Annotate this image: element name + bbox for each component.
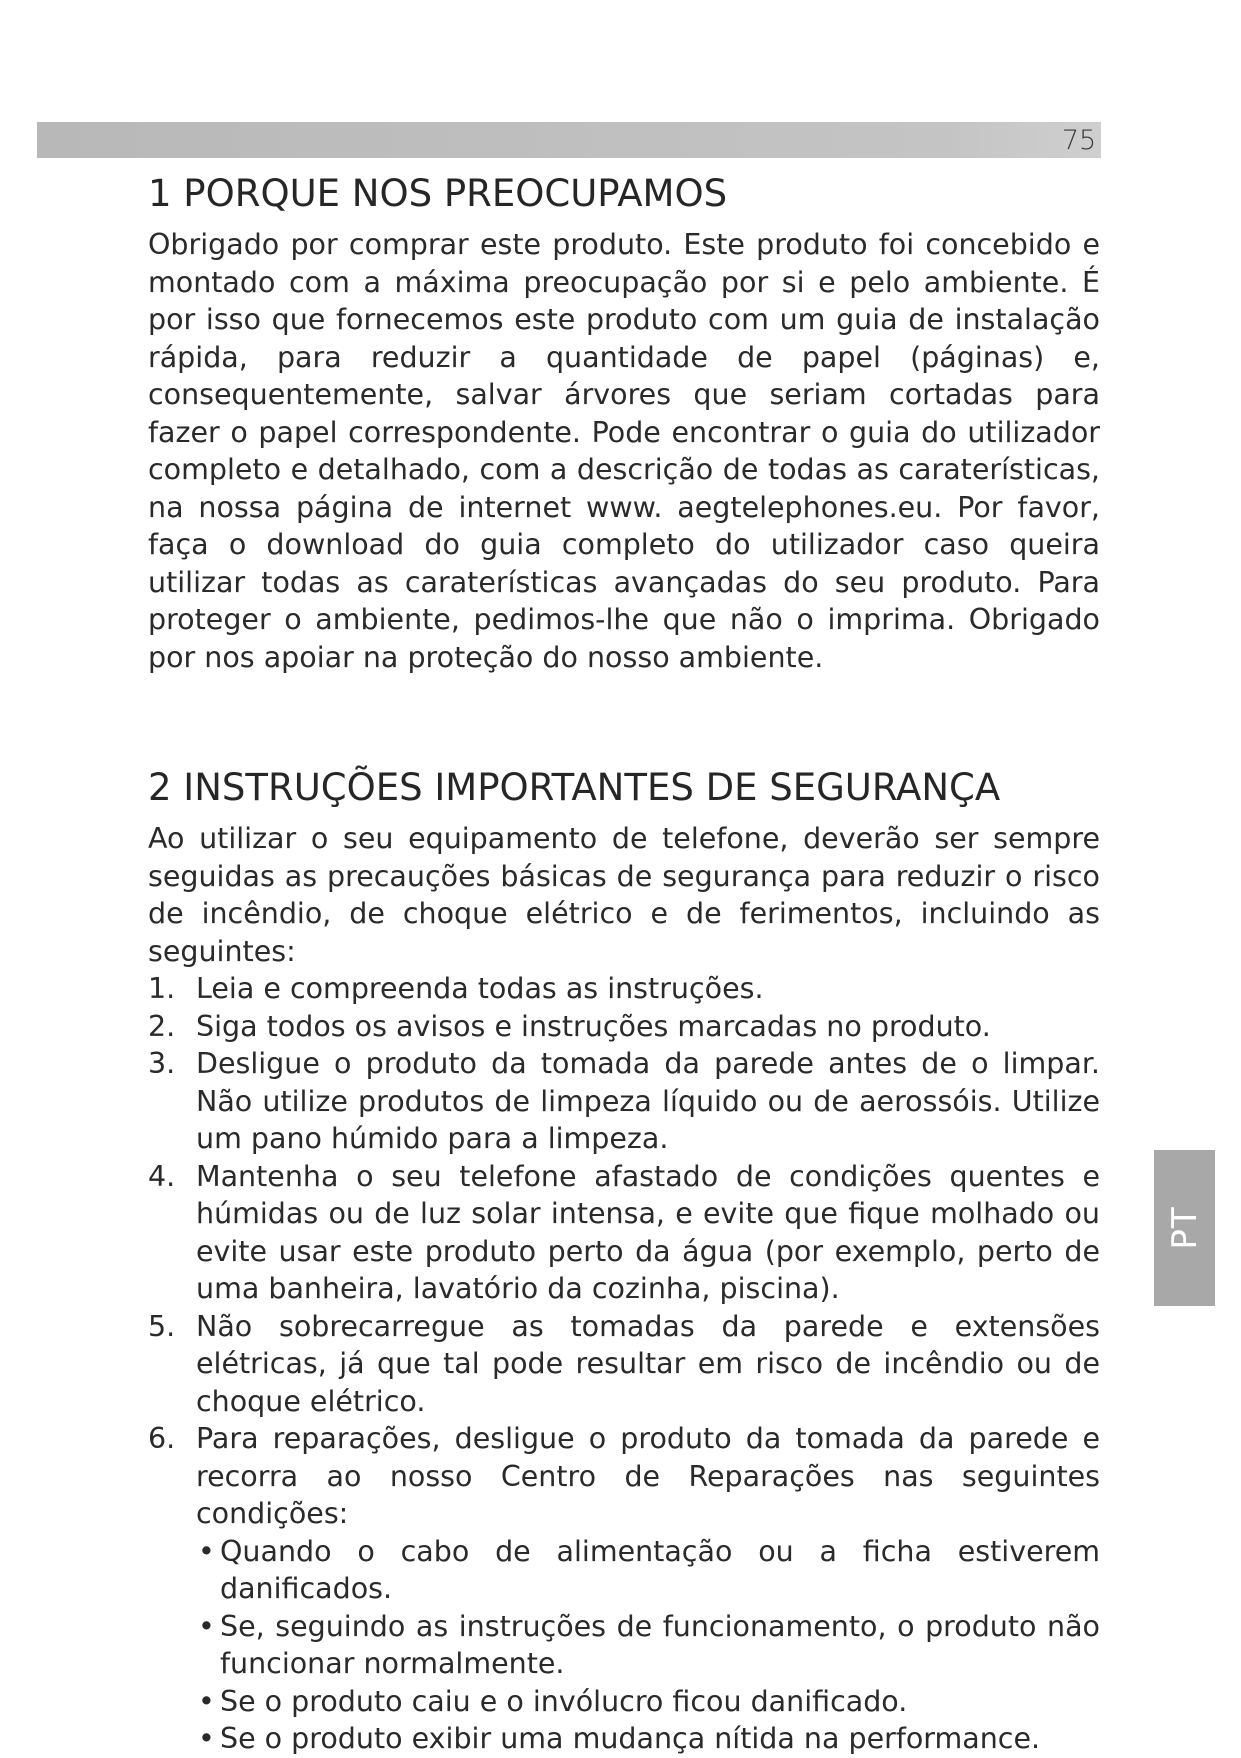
list-text: Siga todos os avisos e instruções marcadas no produto. xyxy=(196,1009,991,1043)
condition-list xyxy=(196,1533,1100,1758)
list-item xyxy=(148,970,1100,1008)
list-number: 3. xyxy=(148,1047,176,1080)
section-2-title: 2 INSTRUÇÕES IMPORTANTES DE SEGURANÇA xyxy=(148,766,1001,809)
list-number: 2. xyxy=(148,1009,176,1043)
page-content xyxy=(148,170,1100,1758)
header-bar xyxy=(37,122,1101,158)
list-item xyxy=(148,1158,1100,1308)
condition-item: • Se, seguindo as instruções de funcionamento, o produto não funcionar normalmente. xyxy=(196,1608,1100,1683)
condition-item: • Quando o cabo de alimentação ou a ficha estiverem danificados. xyxy=(196,1533,1100,1608)
list-item xyxy=(148,1420,1100,1758)
section-1-title: 1 PORQUE NOS PREOCUPAMOS xyxy=(148,172,728,215)
list-text: Para reparações, desligue o produto da tomada da parede e recorra ao nosso Centro de Reparações nas seguintes condições: xyxy=(196,1422,1100,1530)
list-number: 5. xyxy=(148,1309,176,1343)
list-text: Desligue o produto da tomada da parede antes de o limpar. Não utilize produtos de limpeza líquido ou de aerossóis. Utilize um pano húmido para a limpeza. xyxy=(196,1047,1100,1155)
list-item xyxy=(148,1045,1100,1158)
list-number: 6. xyxy=(148,1422,176,1455)
condition-item: • Se o produto exibir uma mudança nítida na performance. xyxy=(196,1720,1100,1758)
list-item xyxy=(148,1008,1100,1046)
list-text: Mantenha o seu telefone afastado de condições quentes e húmidas ou de luz solar intensa, e evite que fique molhado ou evite usar este produto perto da água (por exemplo, perto de uma banheira, lavatório da cozinha, piscina). xyxy=(196,1159,1100,1305)
list-number: 1. xyxy=(148,972,176,1005)
language-label: PT xyxy=(1164,1206,1205,1250)
page-number: 75 xyxy=(1061,125,1097,156)
condition-item: • Se o produto caiu e o invólucro ficou danificado. xyxy=(196,1683,1100,1721)
safety-list xyxy=(148,970,1100,1758)
section-2-intro: Ao utilizar o seu equipamento de telefone, deverão ser sempre seguidas as precauções básicas de segurança para reduzir o risco de incêndio, de choque elétrico e de ferimentos, incluindo as seguintes: xyxy=(148,822,1100,968)
list-item xyxy=(148,1308,1100,1421)
list-number: 4. xyxy=(148,1159,176,1193)
list-text: Não sobrecarregue as tomadas da parede e extensões elétricas, já que tal pode resultar em risco de incêndio ou de choque elétrico. xyxy=(196,1309,1100,1418)
section-1-body: Obrigado por comprar este produto. Este produto foi concebido e montado com a máxima preocupação por si e pelo ambiente. É por isso que fornecemos este produto com um guia de instalação rápida, para reduzir a quantidade de papel (páginas) e, consequentemente, salvar árvores que seriam cortadas para fazer o papel correspondente. Pode encontrar o guia do utilizador completo e detalhado, com a descrição de todas as caraterísticas, na nossa página de internet www. aegtelephones.eu. Por favor, faça o download do guia completo do utilizador caso queira utilizar todas as caraterísticas avançadas do seu produto. Para proteger o ambiente, pedimos-lhe que não o imprima. Obrigado por nos apoiar na proteção do nosso ambiente. xyxy=(148,228,1100,674)
list-text: Leia e compreenda todas as instruções. xyxy=(196,972,764,1005)
language-tab xyxy=(1154,1150,1215,1306)
